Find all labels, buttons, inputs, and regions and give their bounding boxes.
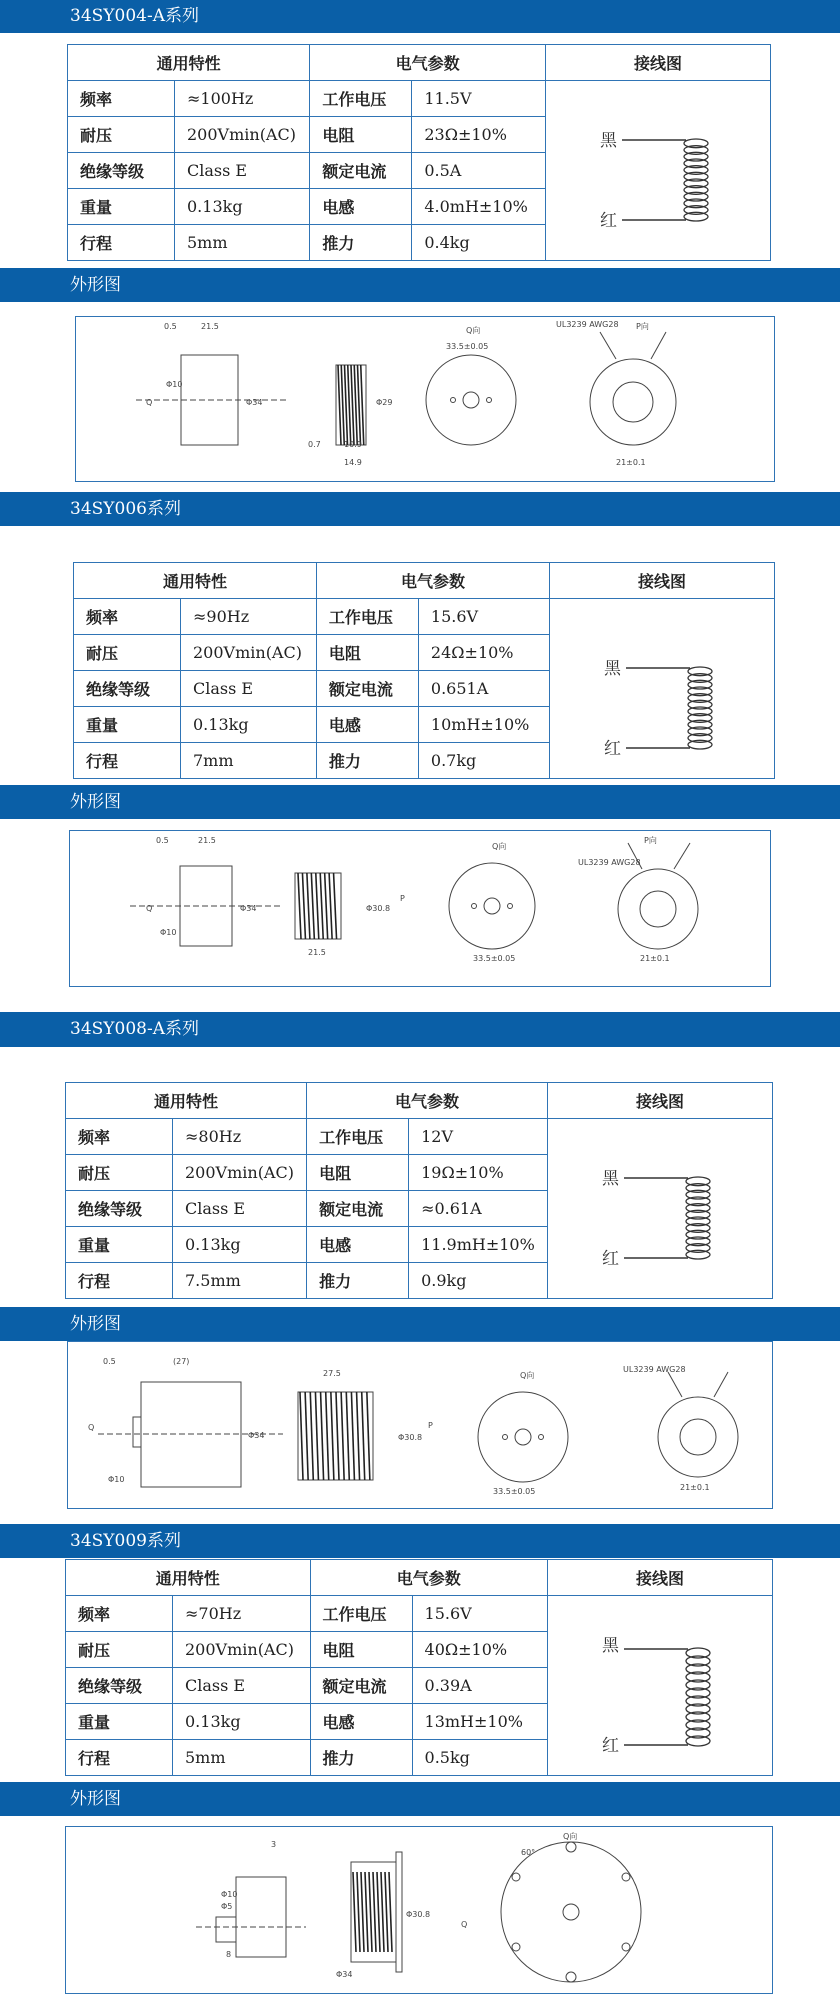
svg-text:3: 3: [271, 1840, 277, 1849]
spec-label: 推力: [310, 1740, 412, 1776]
spec-value: ≈100Hz: [175, 81, 310, 117]
spec-label: 重量: [68, 189, 175, 225]
header-wiring: 接线图: [548, 1560, 773, 1596]
svg-text:P向: P向: [644, 836, 657, 845]
series-title-bar: [0, 1012, 840, 1047]
outline-drawing-box: [69, 830, 771, 987]
spec-table: [65, 1082, 773, 1299]
spec-label: 额定电流: [307, 1191, 409, 1227]
outline-drawing: [76, 317, 773, 480]
spec-label: 耐压: [68, 117, 175, 153]
spec-label: 推力: [316, 743, 418, 779]
spec-label: 绝缘等级: [66, 1191, 173, 1227]
svg-text:Φ34: Φ34: [336, 1970, 353, 1979]
series-title-bar: [0, 0, 840, 33]
series-title: 34SY008-A系列: [70, 1019, 199, 1039]
spec-value: 24Ω±10%: [418, 635, 549, 671]
svg-text:Q: Q: [146, 904, 153, 913]
series-title: 34SY006系列: [70, 499, 181, 519]
svg-text:Φ34: Φ34: [246, 398, 263, 407]
header-general: 通用特性: [66, 1560, 311, 1596]
spec-value: 19Ω±10%: [409, 1155, 548, 1191]
spec-value: 0.39A: [412, 1668, 547, 1704]
wire-red-label: 红: [604, 738, 621, 759]
wire-red-label: 红: [602, 1248, 619, 1269]
spec-value: ≈90Hz: [181, 599, 317, 635]
svg-text:Φ10: Φ10: [166, 380, 183, 389]
svg-text:21.5: 21.5: [201, 322, 219, 331]
outline-drawing-box: [67, 1341, 773, 1509]
spec-value: 200Vmin(AC): [175, 117, 310, 153]
spec-value: 7.5mm: [173, 1263, 307, 1299]
spec-label: 绝缘等级: [74, 671, 181, 707]
outline-drawing: [68, 1342, 771, 1507]
outline-drawing: [70, 831, 769, 985]
wire-black-label: 黑: [602, 1168, 619, 1189]
series-title-bar: [0, 1524, 840, 1558]
svg-text:UL3239 AWG28: UL3239 AWG28: [578, 858, 641, 867]
spec-value: 200Vmin(AC): [173, 1632, 311, 1668]
svg-text:Q向: Q向: [563, 1832, 578, 1841]
svg-text:Q向: Q向: [466, 326, 481, 335]
spec-value: 0.651A: [418, 671, 549, 707]
svg-text:21.5: 21.5: [308, 948, 326, 957]
svg-text:Q向: Q向: [520, 1371, 535, 1380]
svg-text:Φ30.8: Φ30.8: [366, 904, 391, 913]
wiring-diagram: [550, 599, 775, 779]
coil-icon: [562, 602, 762, 772]
spec-label: 重量: [66, 1704, 173, 1740]
svg-text:P向: P向: [636, 322, 649, 331]
svg-text:0.5: 0.5: [164, 322, 177, 331]
svg-text:Φ5: Φ5: [221, 1902, 233, 1911]
svg-text:0.5: 0.5: [156, 836, 169, 845]
outline-title-bar: [0, 1307, 840, 1341]
outline-title: 外形图: [70, 1789, 121, 1809]
spec-label: 工作电压: [307, 1119, 409, 1155]
spec-value: Class E: [181, 671, 317, 707]
spec-label: 额定电流: [316, 671, 418, 707]
spec-label: 重量: [74, 707, 181, 743]
spec-value: 5mm: [173, 1740, 311, 1776]
spec-table: [65, 1559, 773, 1776]
svg-text:Q: Q: [461, 1920, 468, 1929]
spec-table: [73, 562, 775, 779]
header-electrical: 电气参数: [310, 45, 546, 81]
spec-value: 0.7kg: [418, 743, 549, 779]
series-title: 34SY004-A系列: [70, 6, 199, 26]
svg-text:27.5: 27.5: [323, 1369, 341, 1378]
spec-label: 绝缘等级: [68, 153, 175, 189]
header-general: 通用特性: [66, 1083, 307, 1119]
spec-value: 10mH±10%: [418, 707, 549, 743]
svg-text:Q: Q: [146, 398, 153, 407]
spec-label: 绝缘等级: [66, 1668, 173, 1704]
header-general: 通用特性: [74, 563, 317, 599]
svg-text:0.7: 0.7: [308, 440, 321, 449]
spec-value: 7mm: [181, 743, 317, 779]
header-general: 通用特性: [68, 45, 310, 81]
svg-text:10.9: 10.9: [344, 440, 362, 449]
spec-value: Class E: [173, 1668, 311, 1704]
header-electrical: 电气参数: [307, 1083, 548, 1119]
spec-label: 工作电压: [316, 599, 418, 635]
spec-label: 推力: [310, 225, 412, 261]
outline-drawing-box: [75, 316, 775, 482]
svg-text:(27): (27): [173, 1357, 190, 1366]
outline-title: 外形图: [70, 275, 121, 295]
svg-text:Φ29: Φ29: [376, 398, 393, 407]
svg-text:21±0.1: 21±0.1: [616, 458, 646, 467]
svg-text:Φ30.8: Φ30.8: [398, 1433, 423, 1442]
series-title-bar: [0, 492, 840, 526]
spec-value: ≈80Hz: [173, 1119, 307, 1155]
svg-text:Φ34: Φ34: [240, 904, 257, 913]
spec-value: 0.5kg: [412, 1740, 547, 1776]
svg-text:Q: Q: [88, 1423, 95, 1432]
spec-value: 200Vmin(AC): [181, 635, 317, 671]
spec-value: 0.13kg: [173, 1704, 311, 1740]
outline-title-bar: [0, 785, 840, 819]
wire-red-label: 红: [600, 210, 617, 231]
spec-label: 频率: [66, 1119, 173, 1155]
spec-value: 23Ω±10%: [412, 117, 546, 153]
svg-text:33.5±0.05: 33.5±0.05: [493, 1487, 536, 1496]
svg-text:60°: 60°: [521, 1848, 536, 1857]
spec-value: Class E: [175, 153, 310, 189]
spec-value: 0.13kg: [173, 1227, 307, 1263]
spec-value: 15.6V: [418, 599, 549, 635]
spec-value: Class E: [173, 1191, 307, 1227]
svg-text:UL3239 AWG28: UL3239 AWG28: [556, 320, 619, 329]
svg-text:8: 8: [226, 1950, 232, 1959]
spec-value: 0.5A: [412, 153, 546, 189]
svg-text:Φ10: Φ10: [221, 1890, 238, 1899]
coil-icon: [560, 1122, 760, 1292]
svg-text:P: P: [428, 1421, 433, 1430]
spec-label: 电感: [310, 1704, 412, 1740]
spec-label: 行程: [66, 1263, 173, 1299]
spec-label: 工作电压: [310, 1596, 412, 1632]
spec-label: 电阻: [307, 1155, 409, 1191]
spec-value: 0.13kg: [175, 189, 310, 225]
spec-label: 电阻: [316, 635, 418, 671]
spec-label: 电感: [310, 189, 412, 225]
spec-value: 0.13kg: [181, 707, 317, 743]
spec-label: 电阻: [310, 1632, 412, 1668]
wiring-diagram: [548, 1596, 773, 1776]
spec-value: 12V: [409, 1119, 548, 1155]
spec-label: 额定电流: [310, 153, 412, 189]
outline-drawing: [66, 1827, 771, 1992]
spec-value: 40Ω±10%: [412, 1632, 547, 1668]
svg-text:21±0.1: 21±0.1: [640, 954, 670, 963]
outline-drawing-box: [65, 1826, 773, 1994]
spec-label: 行程: [74, 743, 181, 779]
wire-black-label: 黑: [600, 130, 617, 151]
svg-text:33.5±0.05: 33.5±0.05: [473, 954, 516, 963]
header-electrical: 电气参数: [316, 563, 549, 599]
wire-black-label: 黑: [602, 1635, 619, 1656]
header-wiring: 接线图: [546, 45, 771, 81]
spec-value: 4.0mH±10%: [412, 189, 546, 225]
svg-text:33.5±0.05: 33.5±0.05: [446, 342, 489, 351]
spec-label: 频率: [66, 1596, 173, 1632]
svg-text:Φ10: Φ10: [160, 928, 177, 937]
spec-label: 行程: [68, 225, 175, 261]
spec-label: 频率: [68, 81, 175, 117]
outline-title: 外形图: [70, 792, 121, 812]
svg-text:14.9: 14.9: [344, 458, 362, 467]
wiring-diagram: [546, 81, 771, 261]
spec-label: 电感: [307, 1227, 409, 1263]
spec-value: 11.5V: [412, 81, 546, 117]
spec-label: 电感: [316, 707, 418, 743]
spec-value: 0.4kg: [412, 225, 546, 261]
spec-label: 工作电压: [310, 81, 412, 117]
spec-value: ≈0.61A: [409, 1191, 548, 1227]
spec-label: 耐压: [74, 635, 181, 671]
spec-label: 推力: [307, 1263, 409, 1299]
wiring-diagram: [548, 1119, 773, 1299]
spec-value: 0.9kg: [409, 1263, 548, 1299]
spec-label: 电阻: [310, 117, 412, 153]
svg-text:P: P: [400, 894, 405, 903]
svg-text:Φ10: Φ10: [108, 1475, 125, 1484]
spec-label: 耐压: [66, 1632, 173, 1668]
header-wiring: 接线图: [548, 1083, 773, 1119]
coil-icon: [558, 84, 758, 254]
spec-label: 频率: [74, 599, 181, 635]
coil-icon: [560, 1599, 760, 1769]
svg-text:UL3239 AWG28: UL3239 AWG28: [623, 1365, 686, 1374]
svg-text:21.5: 21.5: [198, 836, 216, 845]
outline-title: 外形图: [70, 1314, 121, 1334]
svg-text:21±0.1: 21±0.1: [680, 1483, 710, 1492]
wire-black-label: 黑: [604, 658, 621, 679]
spec-value: 15.6V: [412, 1596, 547, 1632]
svg-text:Φ30.8: Φ30.8: [406, 1910, 431, 1919]
spec-table: [67, 44, 771, 261]
header-wiring: 接线图: [550, 563, 775, 599]
wire-red-label: 红: [602, 1735, 619, 1756]
series-title: 34SY009系列: [70, 1531, 181, 1551]
svg-text:0.5: 0.5: [103, 1357, 116, 1366]
spec-label: 重量: [66, 1227, 173, 1263]
spec-value: ≈70Hz: [173, 1596, 311, 1632]
header-electrical: 电气参数: [310, 1560, 547, 1596]
svg-text:Φ34: Φ34: [248, 1431, 265, 1440]
svg-text:Q向: Q向: [492, 842, 507, 851]
spec-value: 200Vmin(AC): [173, 1155, 307, 1191]
spec-label: 额定电流: [310, 1668, 412, 1704]
spec-label: 耐压: [66, 1155, 173, 1191]
spec-value: 13mH±10%: [412, 1704, 547, 1740]
spec-value: 11.9mH±10%: [409, 1227, 548, 1263]
outline-title-bar: [0, 1782, 840, 1816]
spec-value: 5mm: [175, 225, 310, 261]
outline-title-bar: [0, 268, 840, 302]
spec-label: 行程: [66, 1740, 173, 1776]
